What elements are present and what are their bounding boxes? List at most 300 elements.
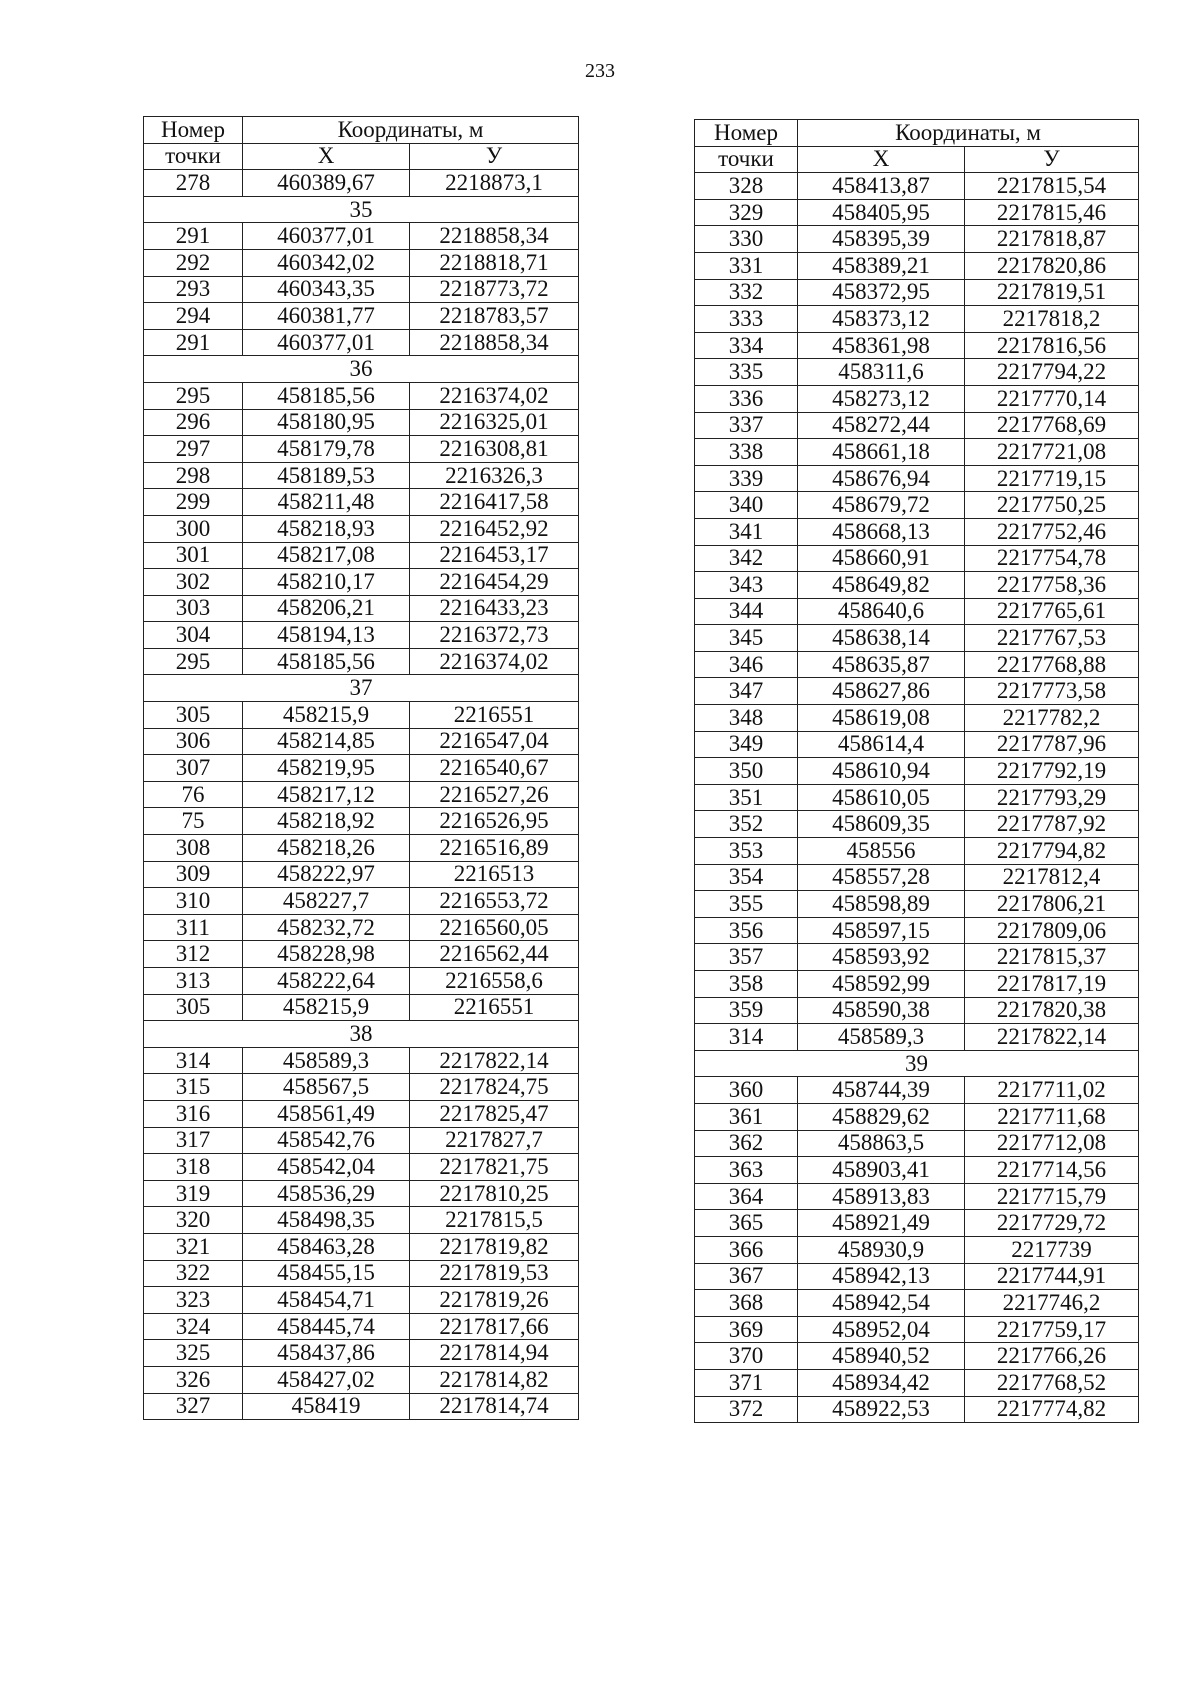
point-number-cell: 307 [144, 755, 243, 782]
y-coordinate-cell: 2217822,14 [410, 1047, 579, 1074]
table-row [695, 572, 1139, 599]
y-coordinate-cell: 2217768,69 [965, 412, 1139, 439]
y-coordinate-cell: 2217787,96 [965, 731, 1139, 758]
point-number-cell: 278 [144, 170, 243, 197]
x-coordinate-cell: 458206,21 [243, 595, 410, 622]
x-coordinate-cell: 460377,01 [243, 329, 410, 356]
point-number-cell: 351 [695, 784, 798, 811]
x-coordinate-cell: 458217,12 [243, 781, 410, 808]
table-row [695, 492, 1139, 519]
table-row [144, 1180, 579, 1207]
x-coordinate-cell: 458610,94 [798, 758, 965, 785]
point-number-cell: 297 [144, 436, 243, 463]
y-coordinate-cell: 2217774,82 [965, 1396, 1139, 1423]
y-coordinate-cell: 2217815,5 [410, 1207, 579, 1234]
point-number-cell: 314 [695, 1024, 798, 1051]
point-number-cell: 320 [144, 1207, 243, 1234]
x-coordinate-cell: 458930,9 [798, 1236, 965, 1263]
contour-group-row [144, 196, 579, 223]
x-coordinate-cell: 460343,35 [243, 276, 410, 303]
x-coordinate-cell: 458638,14 [798, 625, 965, 652]
x-coordinate-cell: 458228,98 [243, 941, 410, 968]
y-coordinate-cell: 2217719,15 [965, 465, 1139, 492]
x-coordinate-cell: 458227,7 [243, 888, 410, 915]
point-number-cell: 337 [695, 412, 798, 439]
table-row [144, 1287, 579, 1314]
y-coordinate-cell: 2216562,44 [410, 941, 579, 968]
point-number-cell: 330 [695, 226, 798, 253]
point-number-cell: 302 [144, 569, 243, 596]
point-number-cell: 345 [695, 625, 798, 652]
point-number-cell: 312 [144, 941, 243, 968]
x-coordinate-cell: 458232,72 [243, 914, 410, 941]
x-coordinate-cell: 458395,39 [798, 226, 965, 253]
y-coordinate-cell: 2216516,89 [410, 835, 579, 862]
table-row [695, 625, 1139, 652]
y-coordinate-cell: 2217815,54 [965, 173, 1139, 200]
x-coordinate-cell: 460389,67 [243, 170, 410, 197]
y-coordinate-cell: 2217815,46 [965, 199, 1139, 226]
y-coordinate-cell: 2217759,17 [965, 1316, 1139, 1343]
table-row [144, 1074, 579, 1101]
x-coordinate-cell: 458189,53 [243, 462, 410, 489]
y-coordinate-cell: 2217817,19 [965, 971, 1139, 998]
point-number-cell: 295 [144, 382, 243, 409]
x-coordinate-cell: 458668,13 [798, 518, 965, 545]
point-number-header-bottom: точки [144, 143, 243, 170]
point-number-cell: 325 [144, 1340, 243, 1367]
y-coordinate-cell: 2216308,81 [410, 436, 579, 463]
x-coordinate-cell: 458272,44 [798, 412, 965, 439]
point-number-header-bottom: точки [695, 146, 798, 173]
y-coordinate-cell: 2217768,52 [965, 1369, 1139, 1396]
x-coordinate-cell: 458649,82 [798, 572, 965, 599]
point-number-cell: 368 [695, 1290, 798, 1317]
point-number-cell: 296 [144, 409, 243, 436]
x-coordinate-cell: 458592,99 [798, 971, 965, 998]
point-number-cell: 371 [695, 1369, 798, 1396]
point-number-cell: 319 [144, 1180, 243, 1207]
table-row [695, 332, 1139, 359]
contour-group-row [144, 1021, 579, 1048]
table-row [144, 755, 579, 782]
x-coordinate-cell: 458361,98 [798, 332, 965, 359]
contour-number: 35 [144, 196, 579, 223]
x-coordinate-cell: 458455,15 [243, 1260, 410, 1287]
y-coordinate-cell: 2217782,2 [965, 705, 1139, 732]
table-row [695, 838, 1139, 865]
y-coordinate-cell: 2217714,56 [965, 1157, 1139, 1184]
point-number-cell: 323 [144, 1287, 243, 1314]
x-coordinate-cell: 458590,38 [798, 997, 965, 1024]
y-coordinate-cell: 2216453,17 [410, 542, 579, 569]
x-coordinate-cell: 458185,56 [243, 382, 410, 409]
x-coordinate-cell: 458194,13 [243, 622, 410, 649]
table-row [695, 412, 1139, 439]
y-column-header: У [965, 146, 1139, 173]
point-number-cell: 308 [144, 835, 243, 862]
point-number-cell: 332 [695, 279, 798, 306]
point-number-cell: 326 [144, 1366, 243, 1393]
table-row [695, 173, 1139, 200]
y-coordinate-cell: 2217819,26 [410, 1287, 579, 1314]
table-row [695, 864, 1139, 891]
point-number-cell: 338 [695, 439, 798, 466]
point-number-cell: 298 [144, 462, 243, 489]
page-number: 233 [585, 60, 615, 82]
point-number-cell: 310 [144, 888, 243, 915]
table-row [144, 835, 579, 862]
point-number-cell: 303 [144, 595, 243, 622]
y-coordinate-cell: 2217739 [965, 1236, 1139, 1263]
point-number-cell: 313 [144, 968, 243, 995]
point-number-cell: 321 [144, 1233, 243, 1260]
table-row [695, 1183, 1139, 1210]
x-coordinate-cell: 458597,15 [798, 917, 965, 944]
table-row [144, 1233, 579, 1260]
x-coordinate-cell: 458218,92 [243, 808, 410, 835]
y-coordinate-cell: 2218873,1 [410, 170, 579, 197]
y-coordinate-cell: 2217715,79 [965, 1183, 1139, 1210]
y-coordinate-cell: 2217819,51 [965, 279, 1139, 306]
y-coordinate-cell: 2217792,19 [965, 758, 1139, 785]
y-coordinate-cell: 2216553,72 [410, 888, 579, 915]
y-coordinate-cell: 2216433,23 [410, 595, 579, 622]
point-number-cell: 370 [695, 1343, 798, 1370]
x-coordinate-cell: 458942,13 [798, 1263, 965, 1290]
x-column-header: Х [243, 143, 410, 170]
table-row [695, 1236, 1139, 1263]
coordinates-header: Координаты, м [798, 120, 1139, 147]
y-coordinate-cell: 2218858,34 [410, 329, 579, 356]
table-row [695, 1103, 1139, 1130]
x-coordinate-cell: 458214,85 [243, 728, 410, 755]
table-row [144, 1260, 579, 1287]
point-number-cell: 342 [695, 545, 798, 572]
x-coordinate-cell: 458922,53 [798, 1396, 965, 1423]
table-row [695, 1316, 1139, 1343]
table-row [695, 465, 1139, 492]
y-coordinate-cell: 2217758,36 [965, 572, 1139, 599]
table-row [144, 914, 579, 941]
table-row [695, 811, 1139, 838]
y-coordinate-cell: 2216527,26 [410, 781, 579, 808]
x-coordinate-cell: 460377,01 [243, 223, 410, 250]
y-coordinate-cell: 2216558,6 [410, 968, 579, 995]
y-coordinate-cell: 2216560,05 [410, 914, 579, 941]
point-number-cell: 300 [144, 515, 243, 542]
table-row [144, 728, 579, 755]
x-coordinate-cell: 458542,76 [243, 1127, 410, 1154]
x-coordinate-cell: 458373,12 [798, 306, 965, 333]
x-coordinate-cell: 458536,29 [243, 1180, 410, 1207]
point-number-cell: 364 [695, 1183, 798, 1210]
point-number-cell: 311 [144, 914, 243, 941]
x-coordinate-cell: 458215,9 [243, 702, 410, 729]
x-coordinate-cell: 458413,87 [798, 173, 965, 200]
table-row [695, 359, 1139, 386]
point-number-cell: 362 [695, 1130, 798, 1157]
table-row [144, 276, 579, 303]
point-number-cell: 294 [144, 303, 243, 330]
y-coordinate-cell: 2217712,08 [965, 1130, 1139, 1157]
y-coordinate-cell: 2217711,02 [965, 1077, 1139, 1104]
y-coordinate-cell: 2217770,14 [965, 385, 1139, 412]
point-number-cell: 333 [695, 306, 798, 333]
x-coordinate-cell: 458614,4 [798, 731, 965, 758]
point-number-cell: 344 [695, 598, 798, 625]
point-number-cell: 75 [144, 808, 243, 835]
table-row [144, 409, 579, 436]
table-row [144, 1100, 579, 1127]
x-coordinate-cell: 458940,52 [798, 1343, 965, 1370]
x-coordinate-cell: 458589,3 [798, 1024, 965, 1051]
point-number-cell: 293 [144, 276, 243, 303]
point-number-cell: 363 [695, 1157, 798, 1184]
point-number-cell: 361 [695, 1103, 798, 1130]
point-number-cell: 329 [695, 199, 798, 226]
point-number-cell: 315 [144, 1074, 243, 1101]
coordinates-table-left [143, 116, 579, 1420]
point-number-cell: 331 [695, 252, 798, 279]
table-row [695, 385, 1139, 412]
point-number-cell: 367 [695, 1263, 798, 1290]
contour-number: 36 [144, 356, 579, 383]
table-row [695, 1369, 1139, 1396]
x-coordinate-cell: 458567,5 [243, 1074, 410, 1101]
table-row [144, 595, 579, 622]
x-coordinate-cell: 458635,87 [798, 651, 965, 678]
y-coordinate-cell: 2216374,02 [410, 382, 579, 409]
point-number-cell: 369 [695, 1316, 798, 1343]
table-row [144, 968, 579, 995]
x-coordinate-cell: 458676,94 [798, 465, 965, 492]
y-coordinate-cell: 2216325,01 [410, 409, 579, 436]
y-coordinate-cell: 2217819,82 [410, 1233, 579, 1260]
table-row [695, 944, 1139, 971]
point-number-cell: 336 [695, 385, 798, 412]
point-number-cell: 347 [695, 678, 798, 705]
point-number-cell: 292 [144, 249, 243, 276]
table-row [144, 1366, 579, 1393]
table-row [144, 808, 579, 835]
point-number-cell: 340 [695, 492, 798, 519]
table-row [144, 941, 579, 968]
y-coordinate-cell: 2217773,58 [965, 678, 1139, 705]
contour-number: 39 [695, 1050, 1139, 1077]
point-number-cell: 316 [144, 1100, 243, 1127]
y-coordinate-cell: 2217754,78 [965, 545, 1139, 572]
point-number-cell: 350 [695, 758, 798, 785]
y-coordinate-cell: 2217810,25 [410, 1180, 579, 1207]
point-number-cell: 343 [695, 572, 798, 599]
y-coordinate-cell: 2217711,68 [965, 1103, 1139, 1130]
y-coordinate-cell: 2217752,46 [965, 518, 1139, 545]
y-coordinate-cell: 2216526,95 [410, 808, 579, 835]
x-coordinate-cell: 458427,02 [243, 1366, 410, 1393]
point-number-cell: 359 [695, 997, 798, 1024]
y-coordinate-cell: 2217750,25 [965, 492, 1139, 519]
x-coordinate-cell: 458913,83 [798, 1183, 965, 1210]
point-number-cell: 353 [695, 838, 798, 865]
table-row [144, 622, 579, 649]
y-coordinate-cell: 2217814,94 [410, 1340, 579, 1367]
point-number-cell: 318 [144, 1154, 243, 1181]
table-row [695, 758, 1139, 785]
y-coordinate-cell: 2217818,87 [965, 226, 1139, 253]
table-row [695, 1077, 1139, 1104]
point-number-cell: 352 [695, 811, 798, 838]
point-number-cell: 360 [695, 1077, 798, 1104]
y-coordinate-cell: 2218773,72 [410, 276, 579, 303]
point-number-cell: 291 [144, 223, 243, 250]
y-coordinate-cell: 2217787,92 [965, 811, 1139, 838]
point-number-cell: 356 [695, 917, 798, 944]
x-coordinate-cell: 458222,97 [243, 861, 410, 888]
point-number-cell: 317 [144, 1127, 243, 1154]
point-number-cell: 358 [695, 971, 798, 998]
x-coordinate-cell: 458311,6 [798, 359, 965, 386]
table-row [695, 997, 1139, 1024]
point-number-cell: 349 [695, 731, 798, 758]
x-coordinate-cell: 458934,42 [798, 1369, 965, 1396]
x-coordinate-cell: 458661,18 [798, 439, 965, 466]
y-coordinate-cell: 2217821,75 [410, 1154, 579, 1181]
y-coordinate-cell: 2217818,2 [965, 306, 1139, 333]
x-coordinate-cell: 458627,86 [798, 678, 965, 705]
x-coordinate-cell: 458589,3 [243, 1047, 410, 1074]
point-number-cell: 335 [695, 359, 798, 386]
point-number-cell: 348 [695, 705, 798, 732]
table-row [695, 1210, 1139, 1237]
table-row [695, 1396, 1139, 1423]
table-row [695, 252, 1139, 279]
x-coordinate-cell: 458217,08 [243, 542, 410, 569]
y-coordinate-cell: 2218818,71 [410, 249, 579, 276]
table-row [144, 303, 579, 330]
x-coordinate-cell: 458921,49 [798, 1210, 965, 1237]
y-coordinate-cell: 2216540,67 [410, 755, 579, 782]
point-number-cell: 309 [144, 861, 243, 888]
table-row [144, 170, 579, 197]
table-row [695, 705, 1139, 732]
table-row [144, 489, 579, 516]
x-coordinate-cell: 458389,21 [798, 252, 965, 279]
table-row [695, 199, 1139, 226]
x-coordinate-cell: 458219,95 [243, 755, 410, 782]
y-coordinate-cell: 2217766,26 [965, 1343, 1139, 1370]
x-coordinate-cell: 458660,91 [798, 545, 965, 572]
table-row [144, 462, 579, 489]
table-row [144, 515, 579, 542]
table-row [144, 436, 579, 463]
x-coordinate-cell: 458222,64 [243, 968, 410, 995]
x-column-header: Х [798, 146, 965, 173]
x-coordinate-cell: 458863,5 [798, 1130, 965, 1157]
table-row [144, 1340, 579, 1367]
table-row [144, 781, 579, 808]
table-row [695, 1263, 1139, 1290]
table-row [695, 598, 1139, 625]
point-number-cell: 305 [144, 702, 243, 729]
x-coordinate-cell: 458498,35 [243, 1207, 410, 1234]
x-coordinate-cell: 458744,39 [798, 1077, 965, 1104]
y-coordinate-cell: 2216454,29 [410, 569, 579, 596]
table-row [144, 223, 579, 250]
x-coordinate-cell: 458593,92 [798, 944, 965, 971]
point-number-cell: 355 [695, 891, 798, 918]
y-coordinate-cell: 2217814,82 [410, 1366, 579, 1393]
point-number-cell: 372 [695, 1396, 798, 1423]
y-coordinate-cell: 2217721,08 [965, 439, 1139, 466]
y-coordinate-cell: 2217817,66 [410, 1313, 579, 1340]
y-coordinate-cell: 2217768,88 [965, 651, 1139, 678]
point-number-cell: 301 [144, 542, 243, 569]
table-row [695, 1343, 1139, 1370]
y-coordinate-cell: 2217765,61 [965, 598, 1139, 625]
y-coordinate-cell: 2217812,4 [965, 864, 1139, 891]
point-number-cell: 327 [144, 1393, 243, 1420]
point-number-cell: 76 [144, 781, 243, 808]
x-coordinate-cell: 458372,95 [798, 279, 965, 306]
y-coordinate-cell: 2217819,53 [410, 1260, 579, 1287]
table-row [695, 891, 1139, 918]
x-coordinate-cell: 458218,93 [243, 515, 410, 542]
y-coordinate-cell: 2217793,29 [965, 784, 1139, 811]
table-row [144, 329, 579, 356]
point-number-cell: 341 [695, 518, 798, 545]
point-number-cell: 366 [695, 1236, 798, 1263]
y-coordinate-cell: 2216417,58 [410, 489, 579, 516]
x-coordinate-cell: 458210,17 [243, 569, 410, 596]
x-coordinate-cell: 458556 [798, 838, 965, 865]
point-number-header-top: Номер [695, 120, 798, 147]
table-row [144, 1154, 579, 1181]
point-number-cell: 324 [144, 1313, 243, 1340]
point-number-cell: 346 [695, 651, 798, 678]
x-coordinate-cell: 458903,41 [798, 1157, 965, 1184]
table-row [144, 888, 579, 915]
table-row [695, 279, 1139, 306]
contour-number: 38 [144, 1021, 579, 1048]
y-column-header: У [410, 143, 579, 170]
y-coordinate-cell: 2216374,02 [410, 648, 579, 675]
point-number-cell: 304 [144, 622, 243, 649]
table-row [695, 306, 1139, 333]
x-coordinate-cell: 458640,6 [798, 598, 965, 625]
y-coordinate-cell: 2218858,34 [410, 223, 579, 250]
table-row [695, 784, 1139, 811]
x-coordinate-cell: 458829,62 [798, 1103, 965, 1130]
x-coordinate-cell: 458180,95 [243, 409, 410, 436]
x-coordinate-cell: 458419 [243, 1393, 410, 1420]
table-row [695, 1024, 1139, 1051]
y-coordinate-cell: 2217820,38 [965, 997, 1139, 1024]
contour-number: 37 [144, 675, 579, 702]
y-coordinate-cell: 2217794,22 [965, 359, 1139, 386]
table-row [695, 226, 1139, 253]
y-coordinate-cell: 2216547,04 [410, 728, 579, 755]
point-number-cell: 328 [695, 173, 798, 200]
y-coordinate-cell: 2217809,06 [965, 917, 1139, 944]
point-number-cell: 339 [695, 465, 798, 492]
table-row [144, 1207, 579, 1234]
y-coordinate-cell: 2216513 [410, 861, 579, 888]
table-row [695, 678, 1139, 705]
table-row [144, 542, 579, 569]
table-row [695, 518, 1139, 545]
contour-group-row [695, 1050, 1139, 1077]
